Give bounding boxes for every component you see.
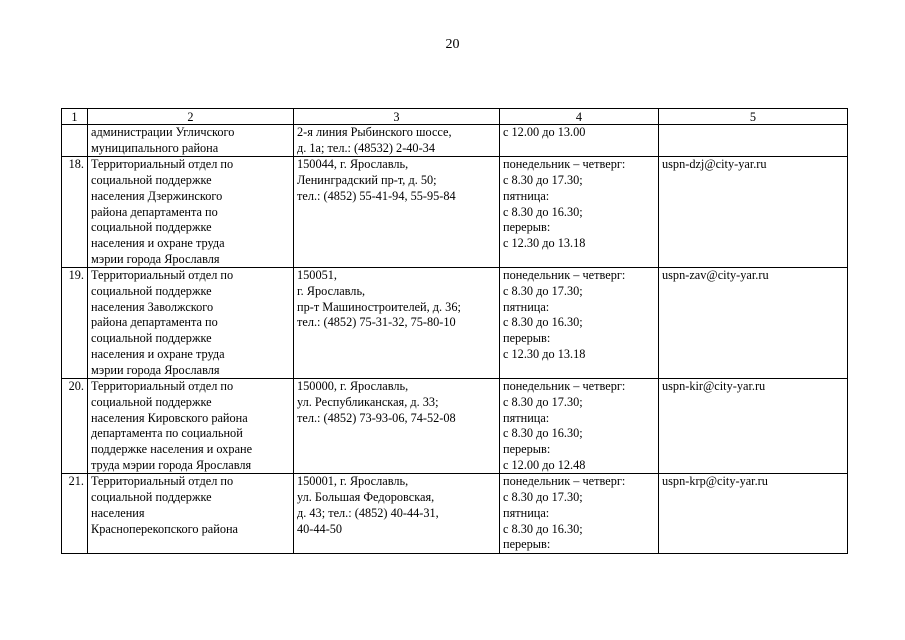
- working-hours-cell: понедельник – четверг: с 8.30 до 17.30; пятница: с 8.30 до 16.30; перерыв: с 12.30 до 13.18: [500, 157, 659, 268]
- email-cell: uspn-krp@city-yar.ru: [659, 474, 848, 554]
- address-cell: 150000, г. Ярославль, ул. Республиканская, д. 33; тел.: (4852) 73-93-06, 74-52-08: [294, 379, 500, 474]
- working-hours-cell: понедельник – четверг: с 8.30 до 17.30; пятница: с 8.30 до 16.30; перерыв: с 12.30 до 13.18: [500, 268, 659, 379]
- organization-name-cell: Территориальный отдел по социальной поддержке населения Заволжского района департамента по социальной поддержке населения и охране труда мэрии города Ярославля: [88, 268, 294, 379]
- table-row: [62, 125, 848, 157]
- row-number-cell: 19.: [62, 268, 88, 379]
- organization-name-cell: администрации Угличского муниципального района: [88, 125, 294, 157]
- column-header: 1: [62, 109, 88, 125]
- email-cell: uspn-kir@city-yar.ru: [659, 379, 848, 474]
- address-cell: 150001, г. Ярославль, ул. Большая Федоровская, д. 43; тел.: (4852) 40-44-31, 40-44-50: [294, 474, 500, 554]
- services-table: [61, 108, 848, 554]
- page-number: 20: [445, 37, 460, 52]
- working-hours-cell: понедельник – четверг: с 8.30 до 17.30; пятница: с 8.30 до 16.30; перерыв:: [500, 474, 659, 554]
- organization-name-cell: Территориальный отдел по социальной поддержке населения Дзержинского района департамента по социальной поддержке населения и охране труда мэрии города Ярославля: [88, 157, 294, 268]
- organization-name-cell: Территориальный отдел по социальной поддержке населения Красноперекопского района: [88, 474, 294, 554]
- table-header-row: [62, 109, 848, 125]
- column-header: 4: [500, 109, 659, 125]
- row-number-cell: 21.: [62, 474, 88, 554]
- table-row: [62, 474, 848, 554]
- email-cell: uspn-zav@city-yar.ru: [659, 268, 848, 379]
- column-header: 2: [88, 109, 294, 125]
- email-cell: [659, 125, 848, 157]
- email-cell: uspn-dzj@city-yar.ru: [659, 157, 848, 268]
- row-number-cell: 20.: [62, 379, 88, 474]
- working-hours-cell: с 12.00 до 13.00: [500, 125, 659, 157]
- address-cell: 150044, г. Ярославль, Ленинградский пр-т, д. 50; тел.: (4852) 55-41-94, 55-95-84: [294, 157, 500, 268]
- table-row: [62, 268, 848, 379]
- address-cell: 150051, г. Ярославль, пр-т Машиностроителей, д. 36; тел.: (4852) 75-31-32, 75-80-10: [294, 268, 500, 379]
- working-hours-cell: понедельник – четверг: с 8.30 до 17.30; пятница: с 8.30 до 16.30; перерыв: с 12.00 до 12.48: [500, 379, 659, 474]
- table-row: [62, 379, 848, 474]
- address-cell: 2-я линия Рыбинского шоссе, д. 1а; тел.: (48532) 2-40-34: [294, 125, 500, 157]
- organization-name-cell: Территориальный отдел по социальной поддержке населения Кировского района департамента по социальной поддержке населения и охране труда мэрии города Ярославля: [88, 379, 294, 474]
- row-number-cell: 18.: [62, 157, 88, 268]
- table-row: [62, 157, 848, 268]
- row-number-cell: [62, 125, 88, 157]
- column-header: 5: [659, 109, 848, 125]
- column-header: 3: [294, 109, 500, 125]
